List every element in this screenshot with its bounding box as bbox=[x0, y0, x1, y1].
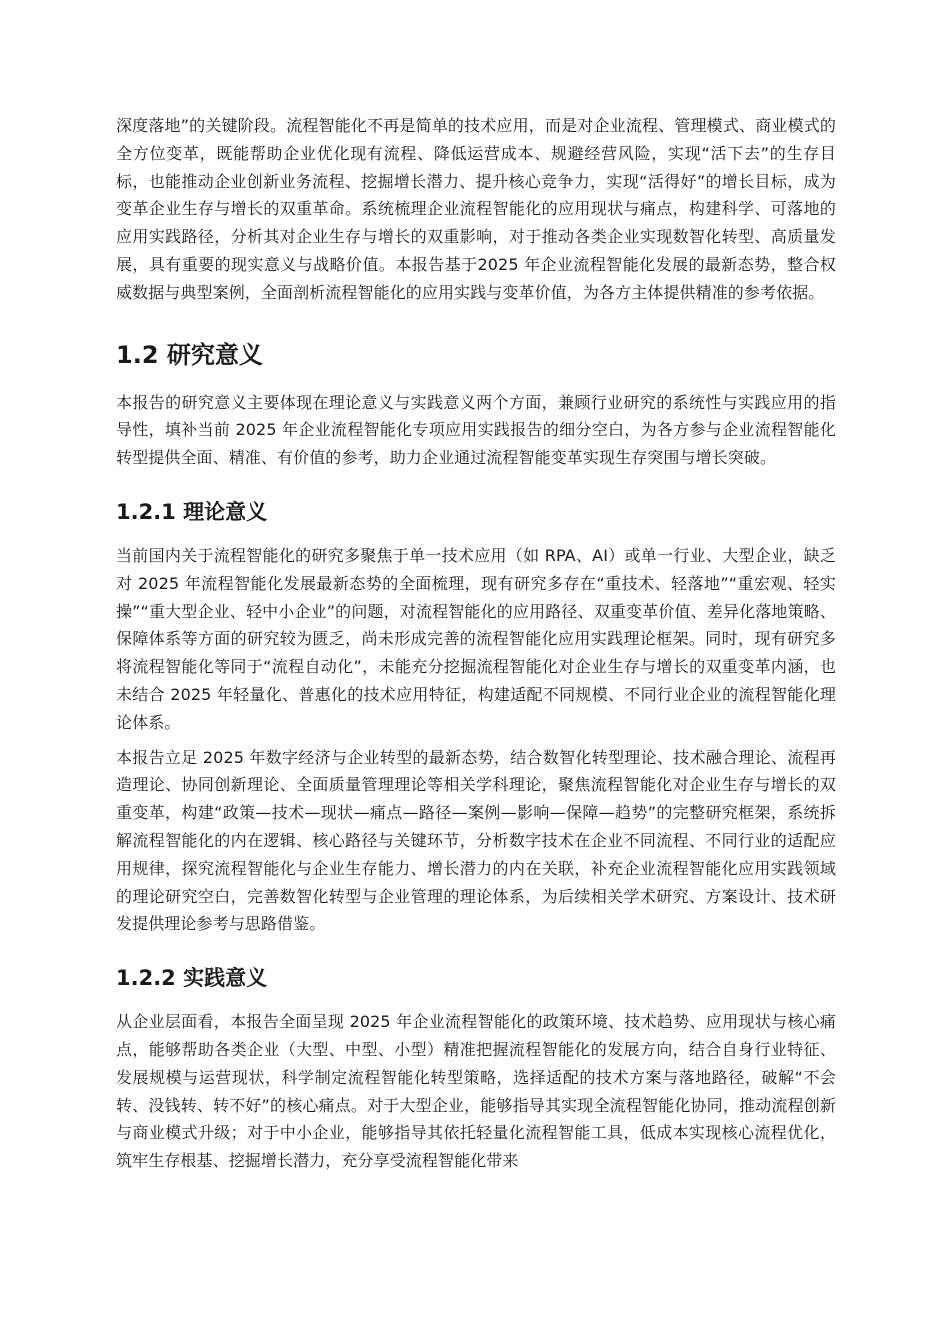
section-1-2-1-heading: 1.2.1 理论意义 bbox=[116, 499, 268, 524]
practice-paragraph: 从企业层面看，本报告全面呈现 2025 年企业流程智能化的政策环境、技术趋势、应用现状与核心痛点，能够帮助各类企业（大型、中型、小型）精准把握流程智能化的发展方向，结合自身行业特征、发展规模与运营现状，科学制定流程智能化转型策略，选择适配的技术方案与落地路径，破解“不会转、没钱转、转不好”的核心痛点。对于大型企业，能够指导其实现全流程智能化协同，推动流程创新与商业模式升级；对于中小企业，能够指导其依托轻量化流程智能工具，低成本实现核心流程优化，筑牢生存根基、挖掘增长潜力，充分享受流程智能化带来 bbox=[116, 1012, 836, 1171]
section-1-2-paragraph: 本报告的研究意义主要体现在理论意义与实践意义两个方面，兼顾行业研究的系统性与实践应用的指导性，填补当前 2025 年企业流程智能化专项应用实践报告的细分空白，为各方参与企业流程智能化转型提供全面、精准、有价值的参考，助力企业通过流程智能变革实现生存突围与增长突破。 bbox=[116, 392, 836, 468]
section-1-2-heading: 1.2 研究意义 bbox=[116, 340, 263, 369]
theory-paragraph-1: 当前国内关于流程智能化的研究多聚焦于单一技术应用（如 RPA、AI）或单一行业、大型企业，缺乏对 2025 年流程智能化发展最新态势的全面梳理，现有研究多存在“重技术、轻落地”“重宏观、轻实操”“重大型企业、轻中小企业”的问题，对流程智能化的应用路径、双重变革价值、差异化落地策略、保障体系等方面的研究较为匮乏，尚未形成完善的流程智能化应用实践理论框架。同时，现有研究多将流程智能化等同于“流程自动化”，未能充分挖掘流程智能化对企业生存与增长的双重变革内涵，也未结合 2025 年轻量化、普惠化的技术应用特征，构建适配不同规模、不同行业企业的流程智能化理论体系。 bbox=[116, 545, 836, 732]
intro-paragraph: 深度落地”的关键阶段。流程智能化不再是简单的技术应用，而是对企业流程、管理模式、商业模式的全方位变革，既能帮助企业优化现有流程、降低运营成本、规避经营风险，实现“活下去”的生存目标，也能推动企业创新业务流程、挖掘增长潜力、提升核心竞争力，实现“活得好”的增长目标，成为变革企业生存与增长的双重革命。系统梳理企业流程智能化的应用现状与痛点，构建科学、可落地的应用实践路径，分析其对企业生存与增长的双重影响，对于推动各类企业实现数智化转型、高质量发展，具有重要的现实意义与战略价值。本报告基于2025 年企业流程智能化发展的最新态势，整合权威数据与典型案例，全面剖析流程智能化的应用实践与变革价值，为各方主体提供精准的参考依据。 bbox=[116, 116, 836, 302]
document-page bbox=[116, 112, 836, 1175]
theory-paragraph-2: 本报告立足 2025 年数字经济与企业转型的最新态势，结合数智化转型理论、技术融合理论、流程再造理论、协同创新理论、全面质量管理理论等相关学科理论，聚焦流程智能化对企业生存与增长的双重变革，构建“政策—技术—现状—痛点—路径—案例—影响—保障—趋势”的完整研究框架，系统拆解流程智能化的内在逻辑、核心路径与关键环节，分析数字技术在企业不同流程、不同行业的适配应用规律，探究流程智能化与企业生存能力、增长潜力的内在关联，补充企业流程智能化应用实践领域的理论研究空白，完善数智化转型与企业管理的理论体系，为后续相关学术研究、方案设计、技术研发提供理论参考与思路借鉴。 bbox=[116, 747, 836, 934]
section-1-2-2-heading: 1.2.2 实践意义 bbox=[116, 966, 268, 991]
